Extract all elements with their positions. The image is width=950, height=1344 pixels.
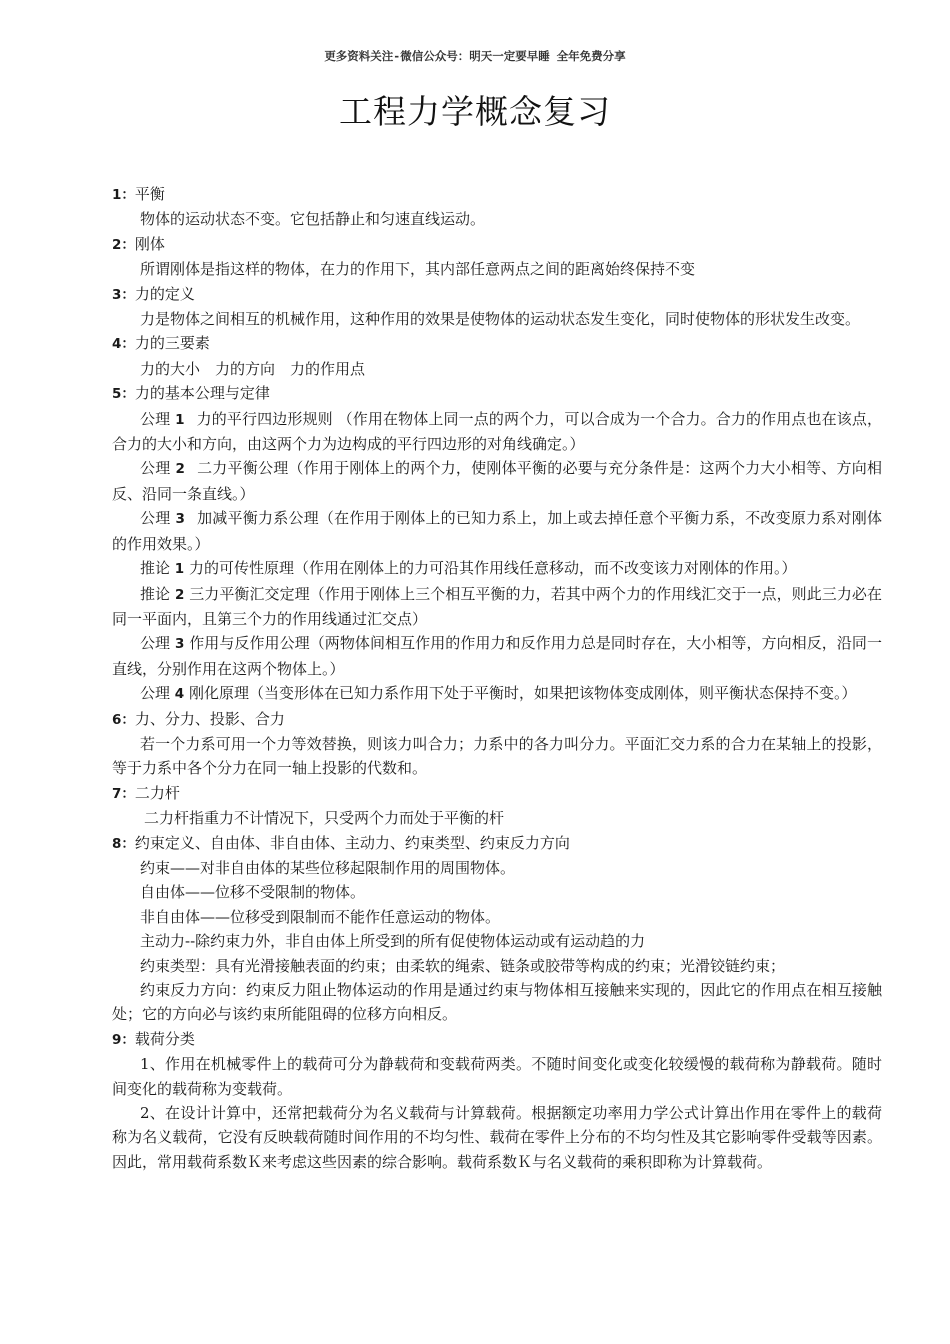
section-body: 物体的运动状态不变。它包括静止和匀速直线运动。 [140, 210, 486, 229]
section-heading: 7：二力杆 [112, 783, 180, 802]
section-heading: 1：平衡 [112, 185, 165, 203]
definition-line: 非自由体——位移受到限制而不能作任意运动的物体。 [140, 907, 501, 926]
section-heading: 5：力的基本公理与定律 [112, 384, 270, 403]
header-note: 更多资料关注-微信公众号：明天一定要早睡 全年免费分享 [324, 49, 626, 63]
axiom-item: 公理 4 刚化原理（当变形体在已知力系作用下处于平衡时，如果把该物体变成刚体，则平衡状态保持不变。） [140, 684, 857, 703]
axiom-item: 公理 1 力的平行四边形规则 （作用在物体上同一点的两个力，可以合成为一个合力。合力的作用点也在该点，合力的大小和方向，由这两个力为边构成的平行四边形的对角线确定。） [112, 409, 882, 454]
definition-line: 约束类型：具有光滑接触表面的约束；由柔软的绳索、链条或胶带等构成的约束；光滑铰链约束； [140, 956, 786, 975]
section-body: 力是物体之间相互的机械作用，这种作用的效果是使物体的运动状态发生变化，同时使物体的形状发生改变。 [140, 310, 861, 329]
section-heading: 9：载荷分类 [112, 1029, 195, 1048]
axiom-item: 推论 1 力的可传性原理（作用在刚体上的力可沿其作用线任意移动，而不改变该力对刚体的作用。） [140, 559, 797, 578]
section-heading: 8：约束定义、自由体、非自由体、主动力、约束类型、约束反力方向 [112, 833, 570, 852]
section-heading: 6：力、分力、投影、合力 [112, 709, 285, 728]
axiom-item: 公理 2 二力平衡公理（作用于刚体上的两个力，使刚体平衡的必要与充分条件是：这两个力大小相等、方向相反、沿同一条直线。） [112, 459, 882, 503]
section-body: 若一个力系可用一个力等效替换，则该力叫合力；力系中的各力叫分力。平面汇交力系的合力在某轴上的投影，等于力系中各个分力在同一轴上投影的代数和。 [112, 734, 882, 778]
section-body: 二力杆指重力不计情况下，只受两个力而处于平衡的杆 [144, 809, 505, 828]
section-body: 所谓刚体是指这样的物体，在力的作用下，其内部任意两点之间的距离始终保持不变 [140, 260, 696, 279]
definition-line: 约束——对非自由体的某些位移起限制作用的周围物体。 [140, 858, 516, 877]
document-body [112, 182, 882, 1174]
section-heading: 4：力的三要素 [112, 334, 210, 353]
section-body: 2、在设计计算中，还常把载荷分为名义载荷与计算载荷。根据额定功率用力学公式计算出作用在零件上的载荷称为名义载荷，它没有反映载荷随时间作用的不均匀性、载荷在零件上分布的不均匀性及其它影响零件受载等因素。因此，常用载荷系数Ｋ来考虑这些因素的综合影响。载荷系数Ｋ与名义载荷的乘积即称为计算载荷。 [112, 1104, 882, 1171]
definition-line: 主动力--除约束力外，非自由体上所受到的所有促使物体运动或有运动趋的力 [140, 932, 646, 951]
axiom-item: 公理 3 作用与反作用公理（两物体间相互作用的作用力和反作用力总是同时存在，大小相等，方向相反，沿同一直线，分别作用在这两个物体上。） [112, 634, 882, 678]
axiom-item: 公理 3 加减平衡力系公理（在作用于刚体上的已知力系上，加上或去掉任意个平衡力系，不改变原力系对刚体的作用效果。） [112, 509, 882, 553]
definition-line: 约束反力方向：约束反力阻止物体运动的作用是通过约束与物体相互接触来实现的，因此它的作用点在相互接触处；它的方向必与该约束所能阻碍的位移方向相反。 [112, 981, 882, 1024]
section-body: 力的大小 力的方向 力的作用点 [140, 359, 366, 378]
section-heading: 2：刚体 [112, 234, 165, 253]
section-heading: 3：力的定义 [112, 284, 195, 303]
document-title: 工程力学概念复习 [339, 92, 611, 131]
definition-line: 自由体——位移不受限制的物体。 [140, 883, 366, 902]
axiom-item: 推论 2 三力平衡汇交定理（作用于刚体上三个相互平衡的力，若其中两个力的作用线汇交于一点，则此三力必在同一平面内，且第三个力的作用线通过汇交点） [112, 584, 882, 628]
section-body: 1、作用在机械零件上的载荷可分为静载荷和变载荷两类。不随时间变化或变化较缓慢的载荷称为静载荷。随时间变化的载荷称为变载荷。 [112, 1055, 882, 1098]
